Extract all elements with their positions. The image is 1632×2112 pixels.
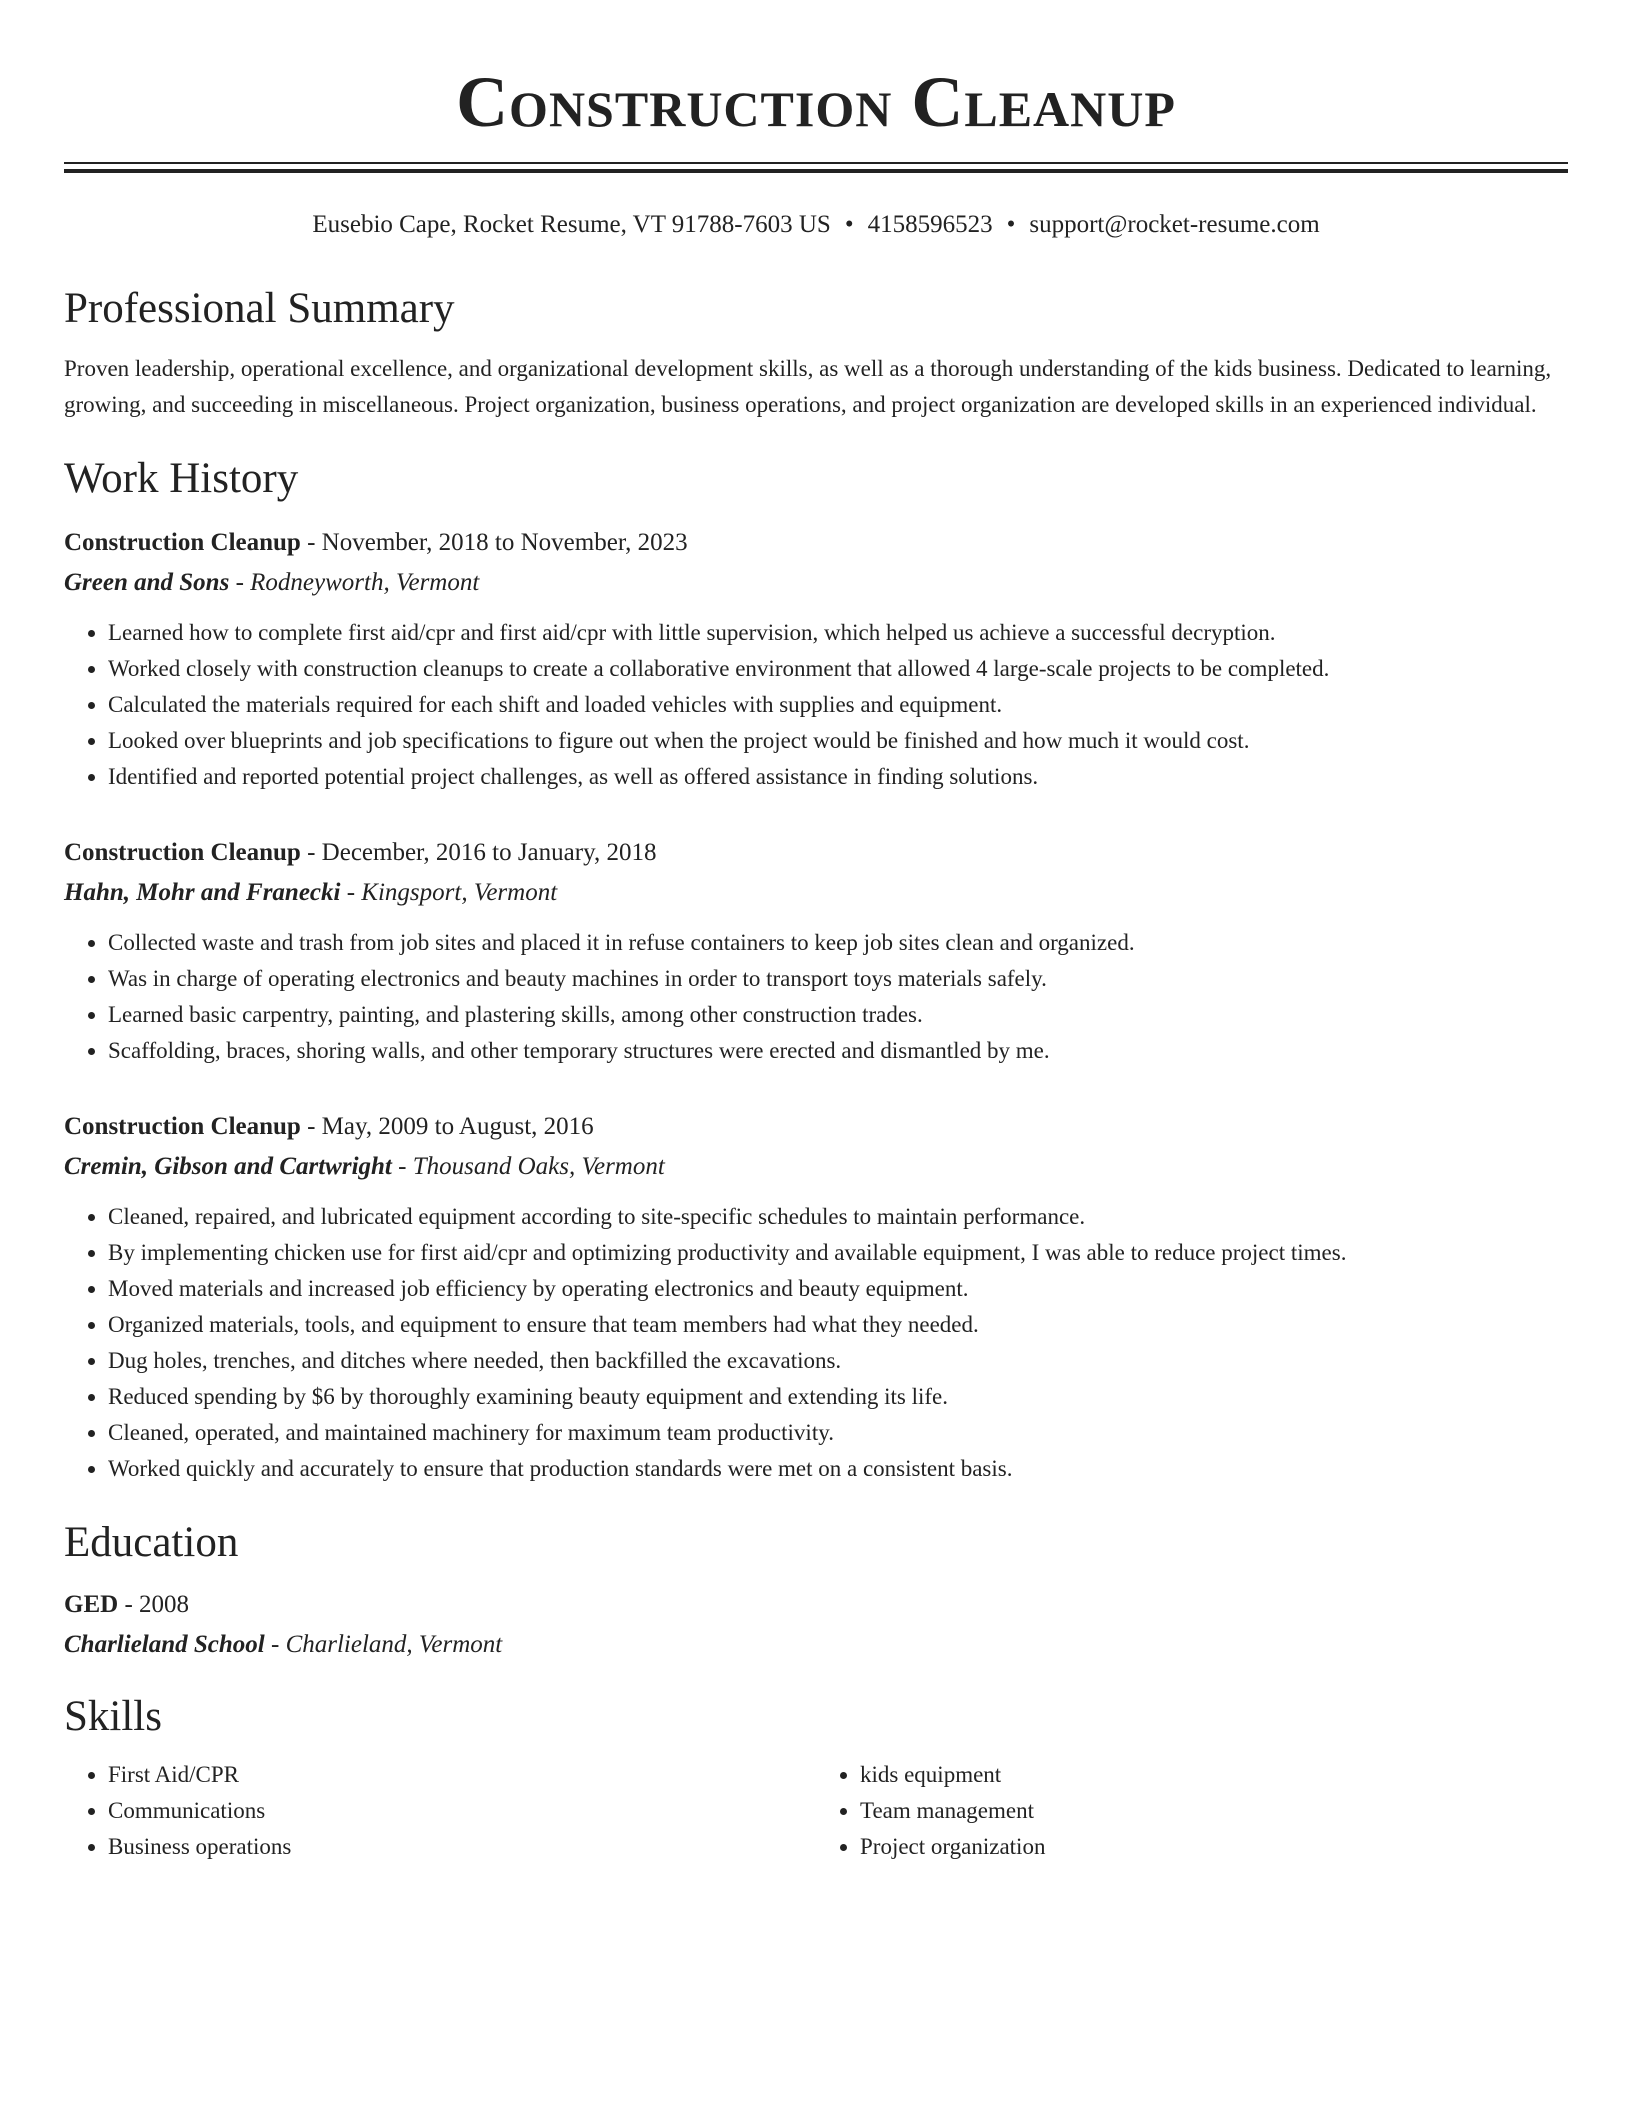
- education-school: Charlieland School: [64, 1631, 265, 1658]
- section-heading-education: Education: [64, 1519, 239, 1566]
- resume-name: Construction Cleanup: [456, 62, 1176, 142]
- education-degree: GED: [64, 1591, 119, 1618]
- job-entry: [64, 523, 1568, 795]
- job-company: Hahn, Mohr and Franecki: [64, 879, 341, 906]
- job-title: Construction Cleanup: [64, 1113, 301, 1140]
- skills-grid: [64, 1757, 1568, 1865]
- contact-email[interactable]: support@rocket-resume.com: [1029, 211, 1320, 238]
- skills-column-left: [64, 1757, 816, 1865]
- job-company-line: [64, 1147, 1568, 1187]
- job-bullet: • Organized materials, tools, and equipment to ensure that team members had what they needed.: [108, 1307, 1568, 1343]
- job-company: Cremin, Gibson and Cartwright: [64, 1153, 392, 1180]
- summary-section: [64, 283, 1568, 423]
- education-entry: [64, 1585, 1568, 1665]
- summary-text: Proven leadership, operational excellence, and organizational development skills, as well as a thorough understanding of the kids business. Dedicated to learning, growing, and succeeding in miscellaneous. Project organization, business operations, and project organization are developed skills in an experienced individual.: [64, 356, 1552, 417]
- contact-phone: 4158596523: [867, 211, 993, 238]
- job-bullet: • Collected waste and trash from job sites and placed it in refuse containers to keep job sites clean and organized.: [108, 925, 1568, 961]
- job-dates: - May, 2009 to August, 2016: [300, 1113, 594, 1140]
- section-heading-skills: Skills: [64, 1693, 162, 1740]
- job-bullet: • Was in charge of operating electronics and beauty machines in order to transport toys materials safely.: [108, 961, 1568, 997]
- job-bullet: • Learned basic carpentry, painting, and plastering skills, among other construction trades.: [108, 997, 1568, 1033]
- job-bullet: • Cleaned, operated, and maintained machinery for maximum team productivity.: [108, 1415, 1568, 1451]
- work-history-section: [64, 453, 1568, 1487]
- section-heading-summary: Professional Summary: [64, 285, 455, 332]
- skill-item: • Project organization: [860, 1829, 1568, 1865]
- contact-address: Eusebio Cape, Rocket Resume, VT 91788-7603 US: [312, 211, 831, 238]
- job-bullets: [64, 1199, 1568, 1487]
- job-bullets: [64, 925, 1568, 1069]
- skills-section: [64, 1691, 1568, 1865]
- job-bullet: • By implementing chicken use for first aid/cpr and optimizing productivity and available equipment, I was able to reduce project times.: [108, 1235, 1568, 1271]
- job-bullet: • Learned how to complete first aid/cpr and first aid/cpr with little supervision, which helped us achieve a successful decryption.: [108, 615, 1568, 651]
- contact-separator: •: [844, 211, 854, 238]
- job-company-line: [64, 873, 1568, 913]
- job-title-line: [64, 1107, 1568, 1147]
- job-bullet: • Reduced spending by $6 by thoroughly examining beauty equipment and extending its life.: [108, 1379, 1568, 1415]
- skill-item: • Business operations: [108, 1829, 816, 1865]
- skill-item: • kids equipment: [860, 1757, 1568, 1793]
- job-location: - Kingsport, Vermont: [340, 879, 558, 906]
- job-bullet: • Moved materials and increased job efficiency by operating electronics and beauty equipment.: [108, 1271, 1568, 1307]
- job-bullet: • Worked closely with construction cleanups to create a collaborative environment that allowed 4 large-scale projects to be completed.: [108, 651, 1568, 687]
- job-location: - Thousand Oaks, Vermont: [391, 1153, 665, 1180]
- education-location: - Charlieland, Vermont: [264, 1631, 503, 1658]
- job-bullet: • Dug holes, trenches, and ditches where needed, then backfilled the excavations.: [108, 1343, 1568, 1379]
- job-dates: - November, 2018 to November, 2023: [300, 529, 688, 556]
- job-bullet: • Calculated the materials required for each shift and loaded vehicles with supplies and equipment.: [108, 687, 1568, 723]
- job-entry: [64, 833, 1568, 1069]
- education-year: - 2008: [118, 1591, 190, 1618]
- skill-item: • First Aid/CPR: [108, 1757, 816, 1793]
- contact-separator: •: [1006, 211, 1016, 238]
- job-title: Construction Cleanup: [64, 529, 301, 556]
- education-section: [64, 1517, 1568, 1665]
- education-degree-line: [64, 1585, 1568, 1625]
- job-bullet: • Identified and reported potential project challenges, as well as offered assistance in finding solutions.: [108, 759, 1568, 795]
- job-entry: [64, 1107, 1568, 1487]
- job-dates: - December, 2016 to January, 2018: [300, 839, 657, 866]
- job-title: Construction Cleanup: [64, 839, 301, 866]
- job-bullet: • Worked quickly and accurately to ensure that production standards were met on a consistent basis.: [108, 1451, 1568, 1487]
- section-heading-work-history: Work History: [64, 455, 299, 502]
- job-bullet: • Scaffolding, braces, shoring walls, and other temporary structures were erected and dismantled by me.: [108, 1033, 1568, 1069]
- job-location: - Rodneyworth, Vermont: [229, 569, 480, 596]
- header-divider: [64, 162, 1568, 173]
- education-school-line: [64, 1625, 1568, 1665]
- job-bullet: • Looked over blueprints and job specifications to figure out when the project would be finished and how much it would cost.: [108, 723, 1568, 759]
- contact-line: [64, 207, 1568, 243]
- job-title-line: [64, 833, 1568, 873]
- job-bullets: [64, 615, 1568, 795]
- job-bullet: • Cleaned, repaired, and lubricated equipment according to site-specific schedules to maintain performance.: [108, 1199, 1568, 1235]
- job-company-line: [64, 563, 1568, 603]
- skills-column-right: [816, 1757, 1568, 1865]
- skill-item: • Communications: [108, 1793, 816, 1829]
- job-title-line: [64, 523, 1568, 563]
- skill-item: • Team management: [860, 1793, 1568, 1829]
- job-company: Green and Sons: [64, 569, 230, 596]
